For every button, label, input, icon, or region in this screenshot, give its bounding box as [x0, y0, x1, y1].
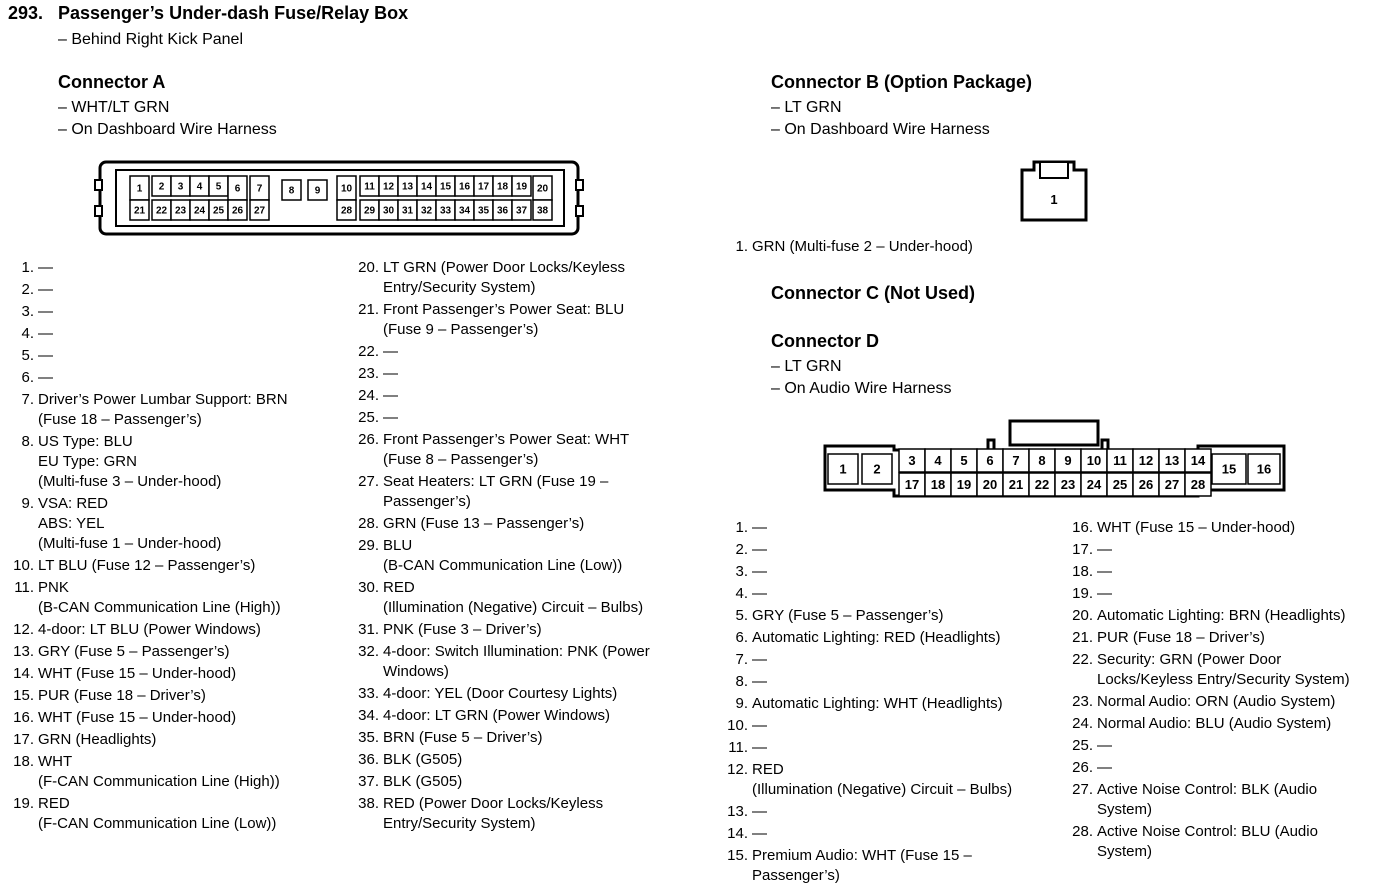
pin-label: 28 [1190, 477, 1206, 493]
pin-description: GRN (Headlights) [38, 731, 157, 748]
pin-number: 5. [21, 347, 34, 364]
connector-d-bottom-row [899, 473, 1211, 496]
pin-entry [353, 258, 693, 298]
pin-entry [1067, 714, 1387, 734]
pin-label: 27 [253, 205, 266, 217]
pin-number: 17. [13, 731, 34, 748]
pin-entry [8, 642, 338, 662]
pin-label: 16 [1256, 461, 1272, 477]
pin-label: 4 [934, 453, 942, 469]
connector-a-pin-list-left [8, 258, 338, 836]
pin-entry [722, 846, 1052, 886]
pin-description: PUR (Fuse 18 – Driver’s) [38, 687, 206, 704]
connector-d-location: – On Audio Wire Harness [771, 380, 952, 397]
pin-description: — [38, 259, 53, 276]
pin-label: 5 [215, 181, 222, 193]
connector-a-bottom-row [130, 200, 552, 220]
page-subtitle: – Behind Right Kick Panel [58, 31, 243, 48]
pin-label: 28 [340, 205, 353, 217]
pin-entry [353, 642, 693, 682]
connector-d-top-row [899, 449, 1211, 472]
pin-number: 31. [358, 621, 379, 638]
pin-entry [8, 368, 338, 388]
pin-description: — [1097, 585, 1112, 602]
pin-label: 17 [904, 477, 920, 493]
pin-label: 31 [401, 205, 414, 217]
pin-description: — [752, 803, 767, 820]
pin-number: 8. [21, 433, 34, 450]
pin-description: Normal Audio: ORN (Audio System) [1097, 693, 1336, 710]
pin-number: 28. [1072, 823, 1093, 840]
pin-label: 21 [1008, 477, 1024, 493]
pin-description: WHT (Fuse 15 – Under-hood) [38, 665, 237, 682]
pin-number: 38. [358, 795, 379, 812]
pin-entry [353, 536, 693, 576]
pin-label: 21 [133, 205, 146, 217]
pin-entry [353, 684, 693, 704]
connector-d-heading: Connector D [771, 331, 879, 351]
pin-label: 4 [196, 181, 203, 193]
pin-number: 28. [358, 515, 379, 532]
pin-label: 25 [212, 205, 225, 217]
pin-entry [722, 716, 1052, 736]
pin-entry [8, 794, 338, 834]
pin-number: 25. [358, 409, 379, 426]
pin-label: 2 [873, 461, 881, 477]
pin-label: 22 [1034, 477, 1050, 493]
pin-description: VSA: RED ABS: YEL (Multi-fuse 1 – Under-hood) [38, 495, 222, 552]
pin-entry [8, 556, 338, 576]
pin-label: 13 [401, 181, 414, 193]
pin-entry [1067, 562, 1387, 582]
pin-label: 6 [234, 183, 241, 195]
pin-number: 10. [13, 557, 34, 574]
pin-entry [353, 386, 693, 406]
pin-label: 18 [930, 477, 946, 493]
pin-number: 12. [727, 761, 748, 778]
pin-number: 9. [735, 695, 748, 712]
pin-number: 27. [1072, 781, 1093, 798]
pin-number: 1. [735, 519, 748, 536]
pin-entry [722, 628, 1052, 648]
pin-description: Premium Audio: WHT (Fuse 15 – Passenger’s) [752, 847, 972, 884]
pin-number: 32. [358, 643, 379, 660]
pin-description: — [752, 651, 767, 668]
pin-entry [1067, 606, 1387, 626]
page-title-text: Passenger’s Under-dash Fuse/Relay Box [58, 3, 409, 23]
pin-description: RED (Illumination (Negative) Circuit – Bulbs) [383, 579, 644, 616]
pin-description: RED (Illumination (Negative) Circuit – Bulbs) [752, 761, 1013, 798]
pin-description: — [383, 409, 398, 426]
pin-number: 30. [358, 579, 379, 596]
pin-description: BLU (B-CAN Communication Line (Low)) [383, 537, 623, 574]
pin-entry [1067, 628, 1387, 648]
pin-number: 14. [727, 825, 748, 842]
pin-description: BLK (G505) [383, 751, 463, 768]
pin-entry [722, 760, 1052, 800]
pin-entry [8, 346, 338, 366]
pin-description: Front Passenger’s Power Seat: WHT (Fuse 8 – Passenger’s) [383, 431, 630, 468]
pin-description: RED (F-CAN Communication Line (Low)) [38, 795, 277, 832]
pin-entry [722, 606, 1052, 626]
pin-label: 34 [458, 205, 471, 217]
pin-description: — [752, 519, 767, 536]
pin-number: 22. [1072, 651, 1093, 668]
pin-number: 9. [21, 495, 34, 512]
pin-label: 14 [420, 181, 433, 193]
pin-description: LT GRN (Power Door Locks/Keyless Entry/Security System) [383, 259, 626, 296]
pin-label: 11 [364, 181, 375, 193]
pin-description: — [38, 325, 53, 342]
pin-label: 33 [439, 205, 452, 217]
pin-entry [8, 664, 338, 684]
pin-description: — [752, 563, 767, 580]
pin-description: Normal Audio: BLU (Audio System) [1097, 715, 1332, 732]
pin-number: 1. [735, 238, 748, 255]
pin-label: 11 [1113, 453, 1127, 469]
pin-entry [8, 302, 338, 322]
pin-number: 13. [13, 643, 34, 660]
pin-number: 20. [358, 259, 379, 276]
pin-number: 6. [21, 369, 34, 386]
pin-description: — [38, 303, 53, 320]
pin-label: 17 [477, 181, 490, 193]
pin-entry [353, 772, 693, 792]
connector-b-pin-list [722, 237, 1052, 259]
pin-label: 3 [908, 453, 916, 469]
pin-description: Front Passenger’s Power Seat: BLU (Fuse 9 – Passenger’s) [383, 301, 625, 338]
pin-label: 13 [1164, 453, 1180, 469]
pin-number: 18. [1072, 563, 1093, 580]
pin-entry [1067, 822, 1387, 862]
pin-number: 34. [358, 707, 379, 724]
pin-description: US Type: BLU EU Type: GRN (Multi-fuse 3 – Under-hood) [38, 433, 222, 490]
pin-label: 10 [1086, 453, 1102, 469]
pin-number: 8. [735, 673, 748, 690]
pin-description: GRY (Fuse 5 – Passenger’s) [752, 607, 944, 624]
pin-label: 19 [956, 477, 972, 493]
pin-label: 20 [536, 183, 549, 195]
pin-entry [8, 280, 338, 300]
pin-label: 30 [382, 205, 395, 217]
pin-label: 35 [477, 205, 490, 217]
pin-description: Automatic Lighting: BRN (Headlights) [1097, 607, 1346, 624]
pin-entry [1067, 692, 1387, 712]
pin-entry [722, 738, 1052, 758]
pin-description: — [752, 585, 767, 602]
pin-description: Seat Heaters: LT GRN (Fuse 19 – Passenger’s) [383, 473, 609, 510]
pin-description: — [752, 825, 767, 842]
pin-entry [722, 584, 1052, 604]
pin-label: 15 [439, 181, 452, 193]
pin-entry [1067, 736, 1387, 756]
pin-number: 16. [13, 709, 34, 726]
pin-description: WHT (F-CAN Communication Line (High)) [38, 753, 280, 790]
pin-entry [1067, 584, 1387, 604]
pin-number: 6. [735, 629, 748, 646]
pin-description: GRN (Multi-fuse 2 – Under-hood) [752, 238, 973, 255]
pin-number: 23. [1072, 693, 1093, 710]
pin-label: 29 [363, 205, 376, 217]
pin-label: 23 [174, 205, 187, 217]
pin-description: WHT (Fuse 15 – Under-hood) [1097, 519, 1296, 536]
pin-entry [353, 514, 693, 534]
pin-label: 32 [420, 205, 433, 217]
connector-a-diagram [92, 160, 592, 238]
pin-entry [8, 432, 338, 492]
pin-entry [353, 430, 693, 470]
pin-number: 29. [358, 537, 379, 554]
pin-entry [353, 706, 693, 726]
pin-entry [1067, 518, 1387, 538]
connector-b-diagram [1018, 158, 1090, 222]
pin-description: — [1097, 759, 1112, 776]
connector-a-heading: Connector A [58, 72, 166, 92]
pin-label: 36 [496, 205, 509, 217]
pin-number: 7. [735, 651, 748, 668]
pin-entry [722, 562, 1052, 582]
connector-d-color: – LT GRN [771, 358, 842, 375]
connector-b-color: – LT GRN [771, 99, 842, 116]
pin-description: — [383, 387, 398, 404]
connector-c-heading: Connector C (Not Used) [771, 283, 975, 303]
pin-entry [8, 686, 338, 706]
pin-description: Automatic Lighting: WHT (Headlights) [752, 695, 1003, 712]
connector-d-pin-list-right [1067, 518, 1387, 864]
pin-number: 3. [21, 303, 34, 320]
pin-label: 8 [288, 185, 295, 197]
pin-number: 21. [1072, 629, 1093, 646]
pin-description: 4-door: LT BLU (Power Windows) [38, 621, 261, 638]
pin-label: 9 [314, 185, 321, 197]
pin-number: 37. [358, 773, 379, 790]
pin-entry [1067, 650, 1387, 690]
pin-entry [722, 824, 1052, 844]
pin-description: — [38, 369, 53, 386]
pin-description: BRN (Fuse 5 – Driver’s) [383, 729, 543, 746]
pin-description: — [38, 347, 53, 364]
pin-number: 11. [14, 579, 34, 596]
pin-label: 23 [1060, 477, 1076, 493]
pin-description: — [752, 739, 767, 756]
pin-entry [722, 518, 1052, 538]
pin-number: 19. [13, 795, 34, 812]
pin-number: 14. [13, 665, 34, 682]
pin-description: PNK (B-CAN Communication Line (High)) [38, 579, 281, 616]
pin-number: 15. [13, 687, 34, 704]
pin-entry [353, 750, 693, 770]
pin-description: Active Noise Control: BLK (Audio System) [1097, 781, 1318, 818]
pin-number: 23. [358, 365, 379, 382]
pin-number: 16. [1072, 519, 1093, 536]
pin-number: 13. [727, 803, 748, 820]
pin-entry [8, 708, 338, 728]
pin-entry [8, 324, 338, 344]
pin-description: 4-door: Switch Illumination: PNK (Power Windows) [383, 643, 650, 680]
pin-description: GRN (Fuse 13 – Passenger’s) [383, 515, 585, 532]
pin-number: 20. [1072, 607, 1093, 624]
pin-number: 35. [358, 729, 379, 746]
pin-entry [353, 728, 693, 748]
pin-entry [722, 672, 1052, 692]
pin-number: 22. [358, 343, 379, 360]
pin-label: 3 [177, 181, 184, 193]
pin-label: 10 [340, 183, 353, 195]
pin-label: 9 [1064, 453, 1072, 469]
pin-label: 37 [515, 205, 528, 217]
pin-entry [353, 342, 693, 362]
pin-entry [8, 730, 338, 750]
pin-entry [353, 472, 693, 512]
pin-number: 26. [358, 431, 379, 448]
pin-description: RED (Power Door Locks/Keyless Entry/Security System) [383, 795, 604, 832]
pin-number: 33. [358, 685, 379, 702]
pin-entry [8, 258, 338, 278]
pin-number: 15. [727, 847, 748, 864]
pin-label: 16 [458, 181, 471, 193]
pin-entry [722, 650, 1052, 670]
pin-label: 27 [1164, 477, 1180, 493]
pin-label: 24 [1086, 477, 1102, 493]
pin-number: 4. [21, 325, 34, 342]
pin-label: 24 [193, 205, 206, 217]
connector-a-color: – WHT/LT GRN [58, 99, 170, 116]
pin-entry [8, 752, 338, 792]
pin-label: 26 [1138, 477, 1154, 493]
pin-number: 2. [735, 541, 748, 558]
pin-label: 20 [982, 477, 998, 493]
pin-label: 15 [1221, 461, 1237, 477]
pin-entry [353, 794, 693, 834]
pin-label: 2 [158, 181, 165, 193]
pin-entry [722, 802, 1052, 822]
pin-description: — [752, 541, 767, 558]
pin-description: — [752, 673, 767, 690]
pin-description: LT BLU (Fuse 12 – Passenger’s) [38, 557, 256, 574]
pin-number: 4. [735, 585, 748, 602]
pin-description: PUR (Fuse 18 – Driver’s) [1097, 629, 1265, 646]
pin-entry [353, 578, 693, 618]
connector-b-heading: Connector B (Option Package) [771, 72, 1033, 92]
pin-entry [8, 578, 338, 618]
pin-label: 22 [155, 205, 168, 217]
pin-description: Active Noise Control: BLU (Audio System) [1097, 823, 1318, 860]
page-title [8, 3, 408, 24]
pin-label: 26 [231, 205, 244, 217]
pin-description: — [1097, 541, 1112, 558]
connector-a-top-row [130, 176, 552, 200]
pin-description: — [752, 717, 767, 734]
pin-number: 18. [13, 753, 34, 770]
pin-label: 38 [536, 205, 549, 217]
pin-number: 25. [1072, 737, 1093, 754]
pin-number: 10. [727, 717, 748, 734]
pin-number: 21. [358, 301, 379, 318]
connector-d-diagram [822, 418, 1288, 502]
pin-label: 1 [136, 183, 143, 195]
pin-number: 27. [358, 473, 379, 490]
pin-entry [353, 300, 693, 340]
pin-label: 12 [382, 181, 395, 193]
pin-number: 7. [21, 391, 34, 408]
pin-label: 8 [1038, 453, 1046, 469]
connector-b-location: – On Dashboard Wire Harness [771, 121, 990, 138]
connector-a-pin-list-right [353, 258, 693, 836]
pin-label: 12 [1138, 453, 1154, 469]
pin-number: 5. [735, 607, 748, 624]
pin-number: 1. [21, 259, 34, 276]
pin-entry [8, 390, 338, 430]
pin-label: 5 [960, 453, 968, 469]
pin-description: 4-door: LT GRN (Power Windows) [383, 707, 611, 724]
pin-number: 36. [358, 751, 379, 768]
pin-description: — [1097, 737, 1112, 754]
pin-entry [722, 540, 1052, 560]
pin-description: — [383, 365, 398, 382]
pin-description: WHT (Fuse 15 – Under-hood) [38, 709, 237, 726]
pin-entry [8, 620, 338, 640]
pin-number: 3. [735, 563, 748, 580]
pin-entry [1067, 540, 1387, 560]
pin-entry [8, 494, 338, 554]
pin-description: — [1097, 563, 1112, 580]
pin-label: 19 [515, 181, 528, 193]
pin-description: — [38, 281, 53, 298]
pin-number: 24. [1072, 715, 1093, 732]
pin-label: 1 [839, 461, 847, 477]
pin-entry [1067, 780, 1387, 820]
pin-number: 12. [13, 621, 34, 638]
pin-description: PNK (Fuse 3 – Driver’s) [383, 621, 542, 638]
pin-number: 2. [21, 281, 34, 298]
pin-label: 14 [1190, 453, 1206, 469]
pin-entry [353, 408, 693, 428]
pin-description: — [383, 343, 398, 360]
connector-a-location: – On Dashboard Wire Harness [58, 121, 277, 138]
pin-description: Driver’s Power Lumbar Support: BRN (Fuse 18 – Passenger’s) [38, 391, 288, 428]
pin-description: Automatic Lighting: RED (Headlights) [752, 629, 1001, 646]
pin-number: 19. [1072, 585, 1093, 602]
connector-d-pin-list-left [722, 518, 1052, 888]
pin-description: Security: GRN (Power Door Locks/Keyless Entry/Security System) [1097, 651, 1350, 688]
page-number: 293. [8, 3, 44, 23]
pin-entry [722, 694, 1052, 714]
pin-label: 7 [1012, 453, 1020, 469]
pin-description: BLK (G505) [383, 773, 463, 790]
pin-description: GRY (Fuse 5 – Passenger’s) [38, 643, 230, 660]
pin-description: 4-door: YEL (Door Courtesy Lights) [383, 685, 618, 702]
pin-entry [722, 237, 1052, 257]
pin-number: 11. [728, 739, 748, 756]
pin-number: 26. [1072, 759, 1093, 776]
pin-number: 24. [358, 387, 379, 404]
connector-b-pin-1: 1 [1050, 192, 1058, 207]
pin-entry [353, 364, 693, 384]
pin-entry [1067, 758, 1387, 778]
pin-number: 17. [1072, 541, 1093, 558]
pin-label: 18 [496, 181, 509, 193]
pin-label: 6 [986, 453, 994, 469]
pin-label: 25 [1112, 477, 1128, 493]
pin-label: 7 [256, 183, 263, 195]
pin-entry [353, 620, 693, 640]
